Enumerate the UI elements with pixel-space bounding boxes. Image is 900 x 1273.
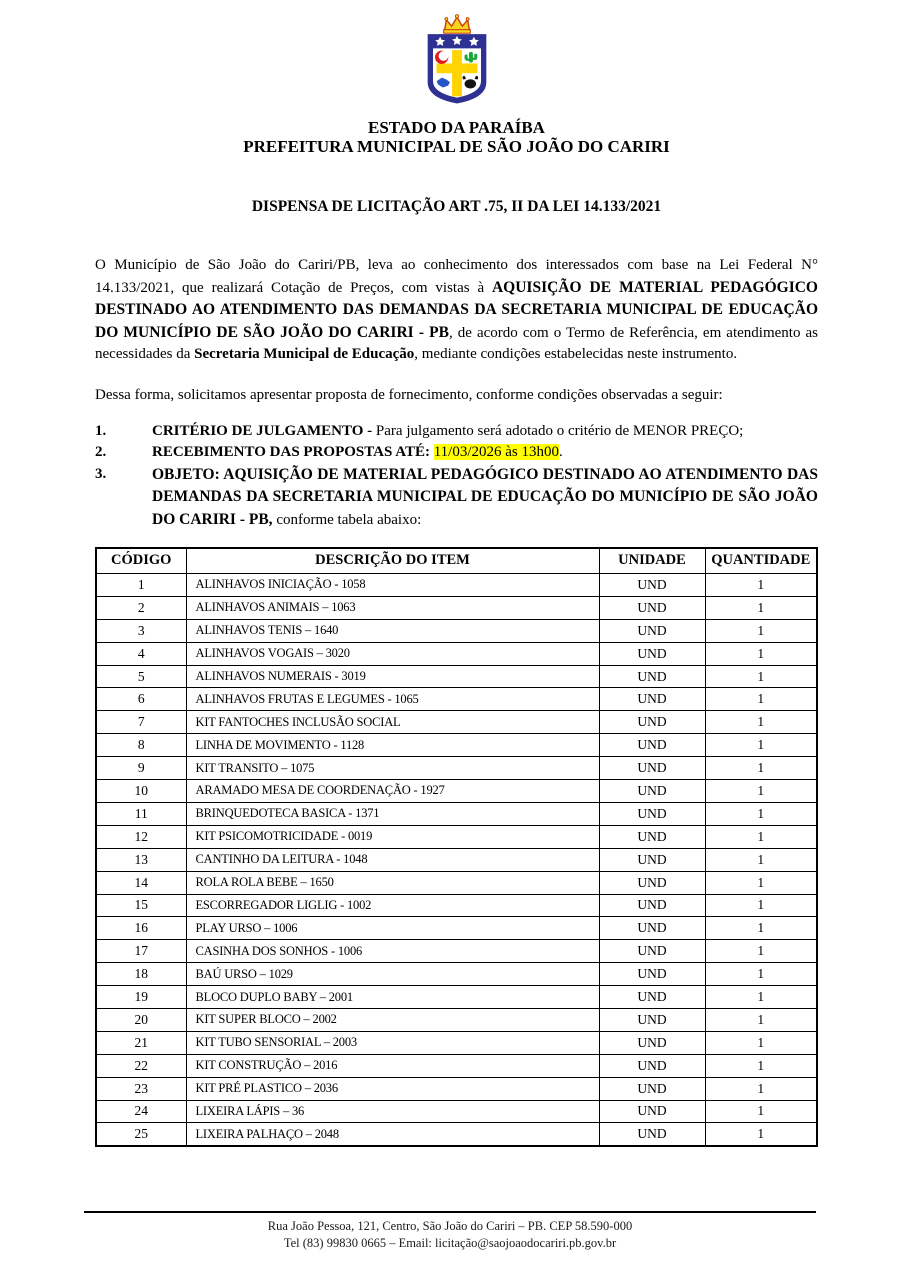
item-unit: UND	[599, 1054, 705, 1077]
item2-label-bold: RECEBIMENTO DAS PROPOSTAS ATÉ:	[152, 444, 434, 461]
item-unit: UND	[599, 642, 705, 665]
table-row	[96, 780, 817, 803]
item-description: ROLA ROLA BEBE – 1650	[186, 871, 599, 894]
item2-period: .	[559, 444, 563, 461]
item-unit: UND	[599, 596, 705, 619]
item-description: ESCORREGADOR LIGLIG - 1002	[186, 894, 599, 917]
item-quantity: 1	[705, 780, 817, 803]
item-number: 3.	[95, 465, 107, 482]
footer-contact: Tel (83) 99830 0665 – Email: licitação@saojoaodocariri.pb.gov.br	[283, 1235, 617, 1250]
item-quantity: 1	[705, 1077, 817, 1100]
table-row	[96, 917, 817, 940]
item-unit: UND	[599, 825, 705, 848]
item-quantity: 1	[705, 688, 817, 711]
item-code: 3	[96, 619, 186, 642]
item-code: 18	[96, 963, 186, 986]
item-quantity: 1	[705, 574, 817, 597]
table-row	[96, 1077, 817, 1100]
item-code: 14	[96, 871, 186, 894]
header-quantidade: QUANTIDADE	[705, 548, 817, 574]
item-description: KIT TRANSITO – 1075	[186, 757, 599, 780]
item-code: 24	[96, 1100, 186, 1123]
items-table	[95, 547, 818, 1147]
item-quantity: 1	[705, 1008, 817, 1031]
item-quantity: 1	[705, 1054, 817, 1077]
item-code: 10	[96, 780, 186, 803]
table-row	[96, 871, 817, 894]
item-quantity: 1	[705, 871, 817, 894]
table-row	[96, 825, 817, 848]
item-description: ALINHAVOS ANIMAIS – 1063	[186, 596, 599, 619]
item-description: LINHA DE MOVIMENTO - 1128	[186, 734, 599, 757]
footer-divider	[84, 1211, 816, 1213]
item-description: KIT CONSTRUÇÃO – 2016	[186, 1054, 599, 1077]
item-code: 15	[96, 894, 186, 917]
table-row	[96, 734, 817, 757]
object-name-bold: AQUISIÇÃO DE MATERIAL PEDAGÓGICO DESTINADO AO ATENDIMENTO DAS DEMANDAS DA SECRETARIA MUNICIPAL DE EDUCAÇÃO DO MUNICÍPIO DE SÃO JOÃO DO CARIRI - PB	[95, 278, 818, 341]
item-unit: UND	[599, 711, 705, 734]
item-quantity: 1	[705, 963, 817, 986]
state-name: ESTADO DA PARAÍBA	[368, 118, 545, 137]
table-header-row	[96, 548, 817, 574]
table-row	[96, 619, 817, 642]
table-row	[96, 574, 817, 597]
item-code: 4	[96, 642, 186, 665]
table-row	[96, 642, 817, 665]
item-unit: UND	[599, 757, 705, 780]
municipality-name: PREFEITURA MUNICIPAL DE SÃO JOÃO DO CARIRI	[243, 137, 670, 156]
item-unit: UND	[599, 1100, 705, 1123]
item-code: 11	[96, 802, 186, 825]
item-code: 5	[96, 665, 186, 688]
item-quantity: 1	[705, 1123, 817, 1146]
crown-icon	[443, 15, 470, 33]
intro-text-start: O Município de São João do Cariri/PB, leva ao conhecimento dos interessados com base na Lei Federal N° 14.133/2021, que realizará Cotação de Preços, com vistas à	[95, 257, 818, 296]
table-row	[96, 1100, 817, 1123]
list-item-object	[95, 464, 818, 532]
item-quantity: 1	[705, 940, 817, 963]
item-description: KIT TUBO SENSORIAL – 2003	[186, 1031, 599, 1054]
header-codigo: CÓDIGO	[96, 548, 186, 574]
item-code: 19	[96, 986, 186, 1009]
item-description: LIXEIRA PALHAÇO – 2048	[186, 1123, 599, 1146]
table-row	[96, 757, 817, 780]
intro-paragraph	[95, 255, 818, 366]
request-paragraph: Dessa forma, solicitamos apresentar proposta de fornecimento, conforme condições observadas a seguir:	[95, 386, 723, 403]
intro-text-end: , mediante condições estabelecidas neste instrumento.	[414, 346, 738, 363]
table-row	[96, 848, 817, 871]
item-description: ALINHAVOS FRUTAS E LEGUMES - 1065	[186, 688, 599, 711]
item-unit: UND	[599, 1008, 705, 1031]
intro-text-mid: , de acordo com o Termo de Referência, em atendimento as necessidades da	[95, 324, 818, 363]
item-number: 1.	[95, 422, 107, 439]
item-description: ALINHAVOS INICIAÇÃO - 1058	[186, 574, 599, 597]
item-unit: UND	[599, 917, 705, 940]
table-row	[96, 940, 817, 963]
item-code: 22	[96, 1054, 186, 1077]
table-row	[96, 802, 817, 825]
item-description: KIT PSICOMOTRICIDADE - 0019	[186, 825, 599, 848]
item-unit: UND	[599, 963, 705, 986]
item1-text: Para julgamento será adotado o critério de MENOR PREÇO;	[375, 422, 744, 439]
item-description: PLAY URSO – 1006	[186, 917, 599, 940]
table-row	[96, 665, 817, 688]
item3-object-bold: OBJETO: AQUISIÇÃO DE MATERIAL PEDAGÓGICO DESTINADO AO ATENDIMENTO DAS DEMANDAS DA SECRETARIA MUNICIPAL DE EDUCAÇÃO DO MUNICÍPIO DE SÃO JOÃO DO CARIRI - PB,	[152, 465, 818, 528]
item-unit: UND	[599, 848, 705, 871]
document-header	[95, 12, 818, 156]
item-description: KIT PRÉ PLASTICO – 2036	[186, 1077, 599, 1100]
item-quantity: 1	[705, 825, 817, 848]
item-unit: UND	[599, 894, 705, 917]
item-quantity: 1	[705, 917, 817, 940]
table-row	[96, 1008, 817, 1031]
item-unit: UND	[599, 1077, 705, 1100]
item-quantity: 1	[705, 986, 817, 1009]
item-code: 8	[96, 734, 186, 757]
item-quantity: 1	[705, 665, 817, 688]
item-code: 1	[96, 574, 186, 597]
item-unit: UND	[599, 802, 705, 825]
table-row	[96, 596, 817, 619]
item-code: 2	[96, 596, 186, 619]
item-code: 20	[96, 1008, 186, 1031]
item-code: 13	[96, 848, 186, 871]
item-quantity: 1	[705, 1031, 817, 1054]
item-unit: UND	[599, 871, 705, 894]
item-description: CANTINHO DA LEITURA - 1048	[186, 848, 599, 871]
item1-label-bold: CRITÉRIO DE JULGAMENTO -	[152, 422, 376, 439]
item-quantity: 1	[705, 711, 817, 734]
conditions-list	[95, 421, 818, 532]
item-code: 16	[96, 917, 186, 940]
footer-address: Rua João Pessoa, 121, Centro, São João do Cariri – PB. CEP 58.590-000	[267, 1219, 633, 1233]
page-footer	[0, 1211, 900, 1251]
table-row	[96, 894, 817, 917]
item-code: 7	[96, 711, 186, 734]
item-description: BAÚ URSO – 1029	[186, 963, 599, 986]
header-descricao: DESCRIÇÃO DO ITEM	[186, 548, 599, 574]
item-number: 2.	[95, 444, 107, 461]
item-unit: UND	[599, 1031, 705, 1054]
item-unit: UND	[599, 665, 705, 688]
list-item-judgment-criteria	[95, 421, 818, 443]
items-table-body	[96, 574, 817, 1146]
item3-text: conforme tabela abaixo:	[272, 511, 422, 528]
item-quantity: 1	[705, 1100, 817, 1123]
item-quantity: 1	[705, 734, 817, 757]
item-description: ALINHAVOS NUMERAIS - 3019	[186, 665, 599, 688]
item-description: LIXEIRA LÁPIS – 36	[186, 1100, 599, 1123]
item-unit: UND	[599, 986, 705, 1009]
table-row	[96, 1054, 817, 1077]
deadline-highlight: 11/03/2026 às 13h00	[433, 444, 559, 461]
item-unit: UND	[599, 940, 705, 963]
item-code: 12	[96, 825, 186, 848]
item-description: KIT SUPER BLOCO – 2002	[186, 1008, 599, 1031]
list-item-proposal-deadline	[95, 442, 818, 464]
item-code: 17	[96, 940, 186, 963]
table-row	[96, 1123, 817, 1146]
item-code: 6	[96, 688, 186, 711]
table-row	[96, 711, 817, 734]
secretariat-bold: Secretaria Municipal de Educação	[194, 346, 415, 363]
item-description: ALINHAVOS TENIS – 1640	[186, 619, 599, 642]
document-title: DISPENSA DE LICITAÇÃO ART .75, II DA LEI 14.133/2021	[251, 198, 662, 215]
item-quantity: 1	[705, 757, 817, 780]
item-quantity: 1	[705, 642, 817, 665]
table-row	[96, 963, 817, 986]
item-unit: UND	[599, 734, 705, 757]
table-row	[96, 986, 817, 1009]
item-quantity: 1	[705, 848, 817, 871]
item-unit: UND	[599, 574, 705, 597]
item-description: KIT FANTOCHES INCLUSÃO SOCIAL	[186, 711, 599, 734]
coat-of-arms-icon	[417, 12, 497, 106]
header-unidade: UNIDADE	[599, 548, 705, 574]
item-unit: UND	[599, 688, 705, 711]
item-unit: UND	[599, 619, 705, 642]
table-row	[96, 688, 817, 711]
item-code: 21	[96, 1031, 186, 1054]
item-description: BRINQUEDOTECA BASICA - 1371	[186, 802, 599, 825]
item-quantity: 1	[705, 802, 817, 825]
item-unit: UND	[599, 1123, 705, 1146]
item-quantity: 1	[705, 619, 817, 642]
item-description: ALINHAVOS VOGAIS – 3020	[186, 642, 599, 665]
item-description: ARAMADO MESA DE COORDENAÇÃO - 1927	[186, 780, 599, 803]
item-quantity: 1	[705, 596, 817, 619]
table-row	[96, 1031, 817, 1054]
item-code: 23	[96, 1077, 186, 1100]
item-unit: UND	[599, 780, 705, 803]
item-description: BLOCO DUPLO BABY – 2001	[186, 986, 599, 1009]
item-code: 25	[96, 1123, 186, 1146]
item-description: CASINHA DOS SONHOS - 1006	[186, 940, 599, 963]
item-code: 9	[96, 757, 186, 780]
item-quantity: 1	[705, 894, 817, 917]
